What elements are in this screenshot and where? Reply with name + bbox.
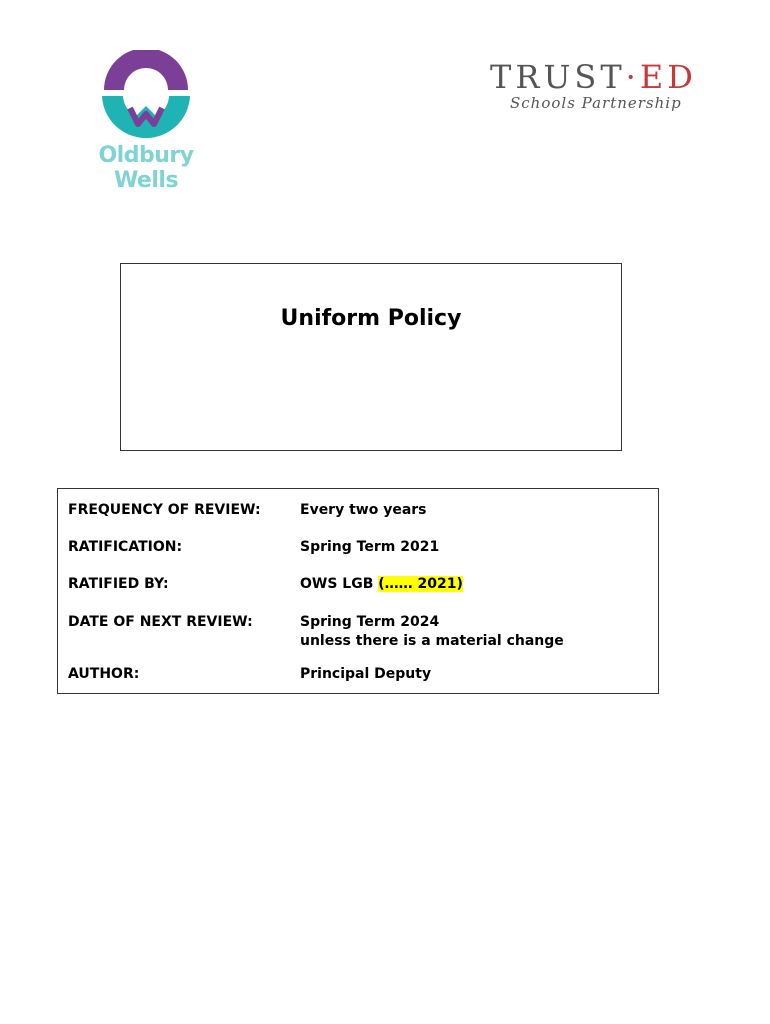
next-review-value-line2: unless there is a material change	[300, 633, 564, 649]
ratification-label: RATIFICATION:	[68, 539, 183, 555]
ratified-by-value-highlight: (…… 2021)	[378, 576, 463, 592]
frequency-label: FREQUENCY OF REVIEW:	[68, 502, 261, 518]
trusted-logo-wordmark	[490, 58, 697, 96]
author-value: Principal Deputy	[300, 666, 432, 682]
ratified-by-value	[300, 575, 640, 594]
ratified-by-label: RATIFIED BY:	[68, 576, 169, 592]
oldbury-wells-logo-text: Oldbury Wells	[98, 143, 194, 193]
ratified-by-value-prefix: OWS LGB	[300, 576, 379, 592]
trusted-logo-subtitle: Schools Partnership	[510, 94, 682, 112]
document-title: Uniform Policy	[280, 306, 462, 331]
policy-info-table	[57, 488, 659, 694]
next-review-value	[300, 613, 640, 651]
oldbury-wells-logo	[66, 50, 226, 193]
trusted-logo-dot: ·	[625, 58, 640, 96]
oldbury-wells-emblem-icon	[96, 50, 196, 140]
trusted-logo	[490, 58, 720, 128]
frequency-value: Every two years	[300, 502, 427, 518]
next-review-label: DATE OF NEXT REVIEW:	[68, 614, 253, 630]
author-label: AUTHOR:	[68, 666, 140, 682]
trusted-logo-prefix: TRUST	[490, 58, 626, 96]
trusted-logo-suffix: ED	[639, 58, 697, 96]
ratification-value: Spring Term 2021	[300, 539, 440, 555]
title-box	[120, 263, 622, 451]
next-review-value-line1: Spring Term 2024	[300, 614, 440, 630]
